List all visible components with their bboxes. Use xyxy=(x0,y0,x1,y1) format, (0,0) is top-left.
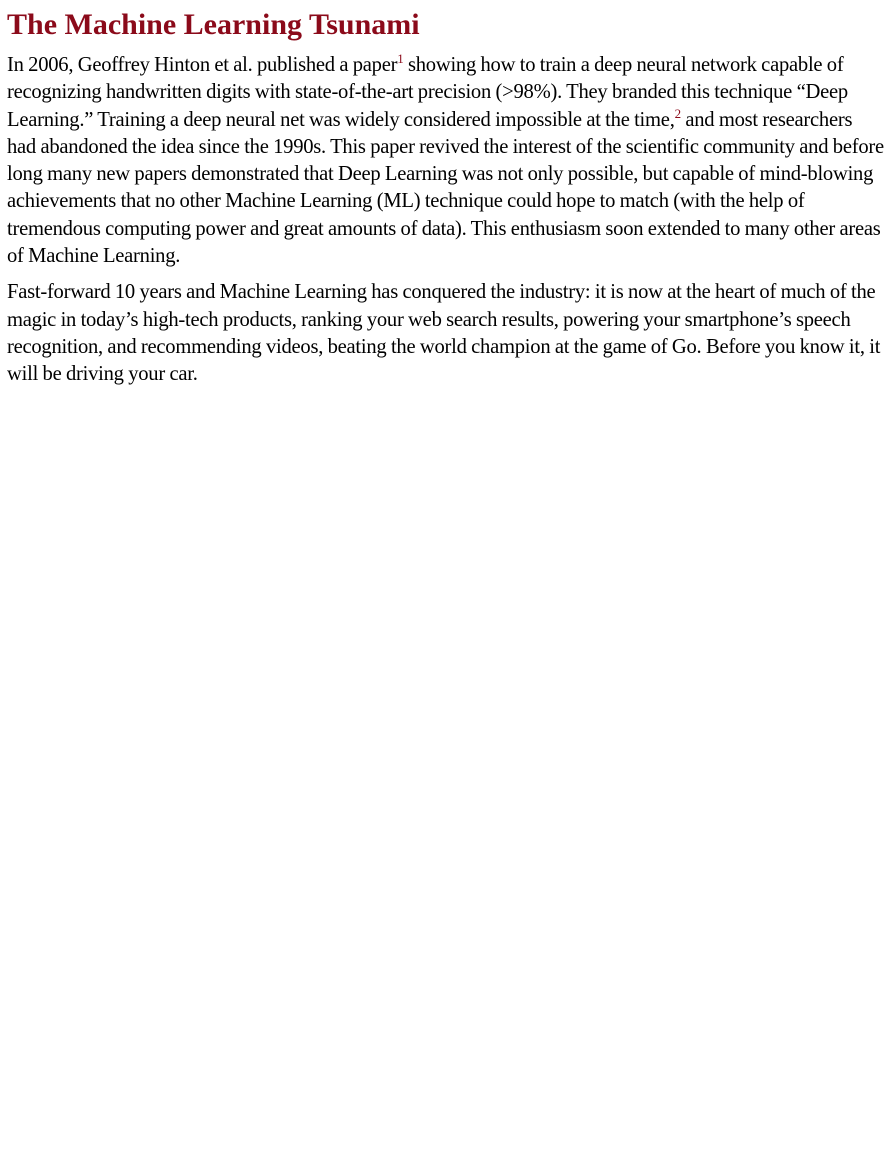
footnote-ref-2[interactable]: 2 xyxy=(674,105,681,121)
body-paragraph-2: Fast-forward 10 years and Machine Learning has conquered the industry: it is now at the heart of much of the magic in today’s high-tech products, ranking your web search results, powering your smartphone’s speech recognition, and recommending videos, beating the world champion at the game of Go. Before you know it, it will be driving your car. xyxy=(7,281,881,386)
paragraph-1-text-start: In 2006, Geoffrey Hinton et al. published a paper xyxy=(7,54,398,76)
paragraph-1-text-middle: showing how to train a deep neural network capable of recognizing handwritten digits with state-of-the-art precision (>98%). They branded this technique “Deep Learning.” Training a deep neural net was widely considered impossible at the time, xyxy=(7,54,848,131)
document-page xyxy=(7,6,885,398)
body-paragraph-1 xyxy=(7,52,885,270)
section-title: The Machine Learning Tsunami xyxy=(7,8,420,41)
paragraph-1-text-end: and most researchers had abandoned the idea since the 1990s. This paper revived the interest of the scientific community and before long many new papers demonstrated that Deep Learning was not only possible, but capable of mind-blowing achievements that no other Machine Learning (ML) technique could hope to match (with the help of tremendous computing power and great amounts of data). This enthusiasm soon extended to many other areas of Machine Learning. xyxy=(7,108,884,268)
footnote-ref-1[interactable]: 1 xyxy=(397,51,404,66)
